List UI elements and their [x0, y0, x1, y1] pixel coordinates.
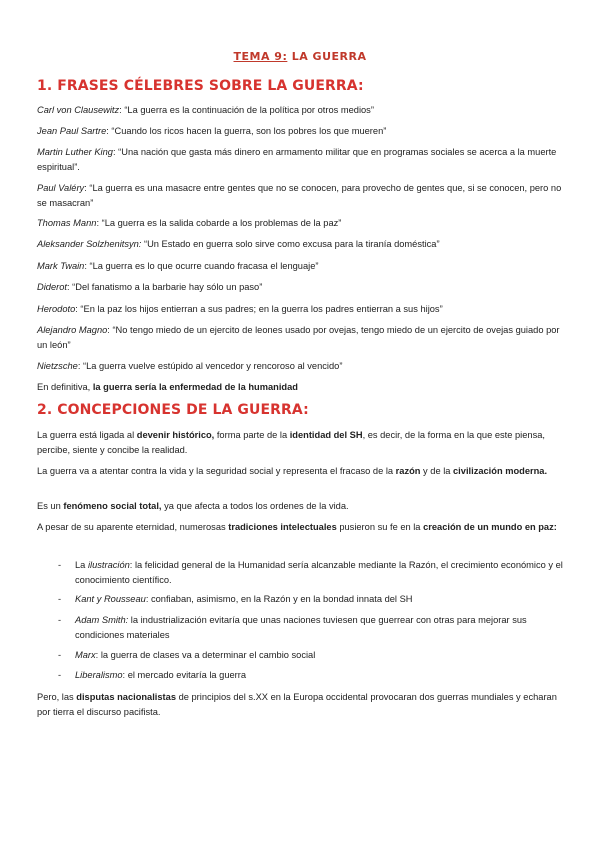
quote-solzhenitsyn: Aleksander Solzhenitsyn: “Un Estado en guerra solo sirve como excusa para la tiranía doméstica”: [37, 239, 440, 249]
quote-clausewitz: Carl von Clausewitz: “La guerra es la continuación de la política por otros medios”: [37, 105, 374, 115]
list-item-kant-rousseau: Kant y Rousseau: confiaban, asimismo, en la Razón y en la bondad innata del SH: [75, 594, 413, 604]
section1-heading: 1. FRASES CÉLEBRES SOBRE LA GUERRA:: [37, 78, 364, 94]
list-item-marx: Marx: la guerra de clases va a determinar el cambio social: [75, 650, 316, 660]
list-item-liberalismo: Liberalismo: el mercado evitaría la guerra: [75, 670, 247, 680]
list-bullet: -: [58, 594, 62, 604]
quote-nietzsche: Nietzsche: “La guerra vuelve estúpido al vencedor y rencoroso al vencido”: [37, 361, 343, 371]
title-number: TEMA 9:: [233, 50, 288, 63]
section2-paragraph-1: La guerra está ligada al devenir histórico, forma parte de la identidad del SH, es decir, de la forma en la que este piensa, percibe, siente y concibe la realidad.: [37, 430, 545, 455]
list-bullet: -: [58, 650, 62, 660]
list-bullet: -: [58, 560, 62, 570]
title-text: LA GUERRA: [287, 50, 367, 63]
quote-king: Martin Luther King: “Una nación que gasta más dinero en armamento militar que en programas sociales se acerca a la muerte espiritual”.: [37, 147, 557, 172]
section2-paragraph-4: A pesar de su aparente eternidad, numerosas tradiciones intelectuales pusieron su fe en la creación de un mundo en paz:: [37, 522, 557, 532]
list-item-ilustracion: La ilustración: la felicidad general de la Humanidad sería alcanzable mediante la Razón, el crecimiento económico y el conocimiento científico.: [75, 560, 563, 585]
section2-heading: 2. CONCEPCIONES DE LA GUERRA:: [37, 402, 309, 418]
quote-valery: Paul Valéry: “La guerra es una masacre entre gentes que no se conocen, para provecho de gentes que, si se conocen, pero no se masacran”: [37, 183, 562, 208]
list-item-adam-smith: Adam Smith: la industrialización evitaría que unas naciones tuviesen que guerrear con otras para mejorar sus condiciones materiales: [75, 615, 527, 640]
quote-mann: Thomas Mann: “La guerra es la salida cobarde a los problemas de la paz”: [37, 218, 342, 228]
quote-diderot: Diderot: “Del fanatismo a la barbarie hay sólo un paso”: [37, 282, 263, 292]
section1-conclusion: En definitiva, la guerra sería la enfermedad de la humanidad: [37, 382, 298, 392]
quote-alejandro: Alejandro Magno: “No tengo miedo de un ejercito de leones usado por ovejas, tengo miedo de un ejercito de ovejas guiado por un león”: [37, 325, 560, 350]
list-bullet: -: [58, 615, 62, 625]
quote-herodoto: Herodoto: “En la paz los hijos entierran a sus padres; en la guerra los padres entierran a sus hijos”: [37, 304, 443, 314]
quote-twain: Mark Twain: “La guerra es lo que ocurre cuando fracasa el lenguaje”: [37, 261, 319, 271]
section2-paragraph-3: Es un fenómeno social total, ya que afecta a todos los ordenes de la vida.: [37, 501, 349, 511]
quote-sartre: Jean Paul Sartre: “Cuando los ricos hacen la guerra, son los pobres los que mueren”: [37, 126, 387, 136]
section2-paragraph-5: Pero, las disputas nacionalistas de principios del s.XX en la Europa occidental provocaran dos guerras mundiales y echaran por tierra el discurso pacifista.: [37, 692, 557, 717]
document-title: [0, 50, 600, 63]
section2-paragraph-2: La guerra va a atentar contra la vida y la seguridad social y representa el fracaso de la razón y de la civilización moderna.: [37, 466, 548, 476]
list-bullet: -: [58, 670, 62, 680]
